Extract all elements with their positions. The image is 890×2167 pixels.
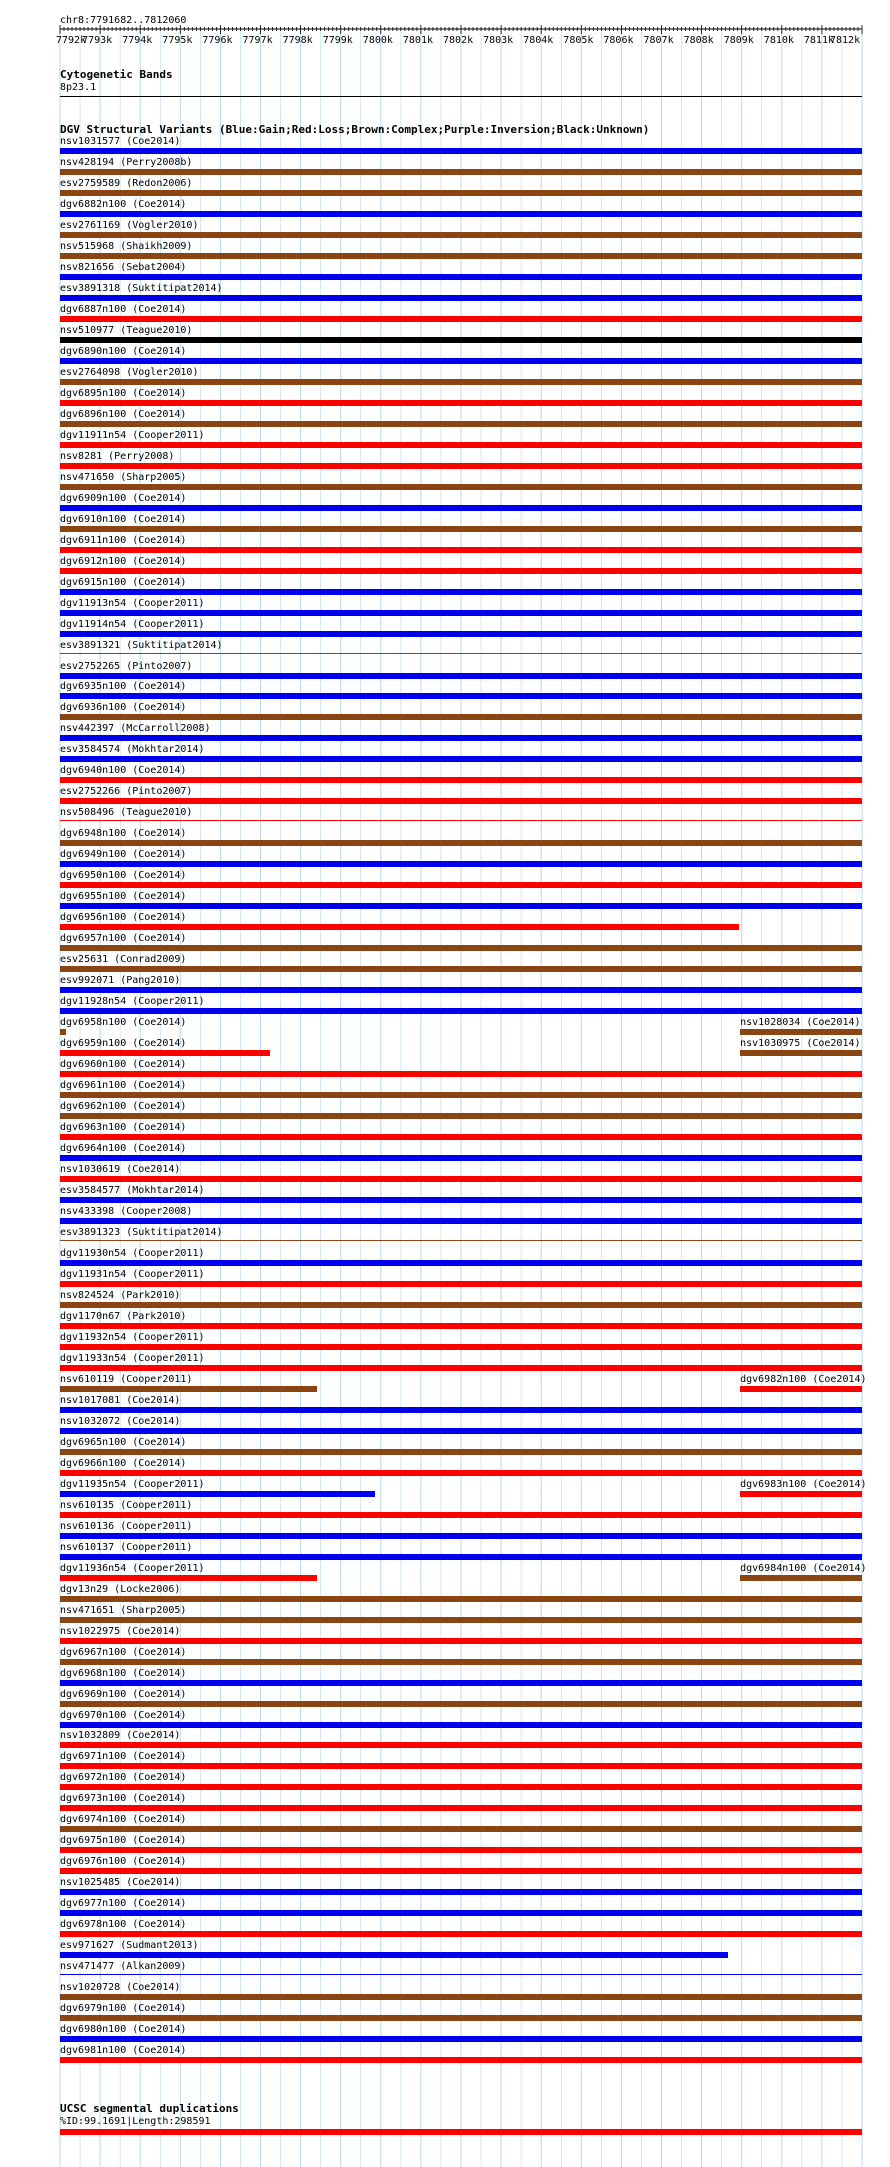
variant-bar[interactable] — [60, 148, 862, 154]
variant-label[interactable]: dgv6966n100 (Coe2014) — [60, 1457, 187, 1469]
variant-bar[interactable] — [60, 1994, 862, 2000]
variant-label[interactable]: nsv1028034 (Coe2014) — [740, 1017, 861, 1029]
ruler-tick-label: 7809k — [723, 35, 754, 46]
variant-bar[interactable] — [60, 1763, 862, 1769]
cytoband-track-title: Cytogenetic Bands — [60, 68, 173, 81]
variant-label[interactable]: dgv6973n100 (Coe2014) — [60, 1793, 187, 1805]
variant-bar[interactable] — [60, 1554, 862, 1560]
variant-bar[interactable] — [60, 1868, 862, 1874]
variant-bar[interactable] — [60, 1512, 862, 1518]
variant-label[interactable]: dgv6948n100 (Coe2014) — [60, 828, 187, 840]
variant-bar[interactable] — [60, 1910, 862, 1916]
variant-bar[interactable] — [60, 1155, 862, 1161]
variant-label[interactable]: dgv6981n100 (Coe2014) — [60, 2045, 187, 2057]
variant-bar[interactable] — [60, 1134, 862, 1140]
variant-bar[interactable] — [60, 400, 862, 406]
variant-bar[interactable] — [60, 484, 862, 490]
variant-label[interactable]: nsv8281 (Perry2008) — [60, 450, 175, 462]
variant-label[interactable]: dgv11935n54 (Cooper2011) — [60, 1478, 205, 1490]
variant-label[interactable]: nsv610137 (Cooper2011) — [60, 1541, 193, 1553]
variant-label[interactable]: nsv610119 (Cooper2011) — [60, 1373, 193, 1385]
variant-label[interactable]: dgv6958n100 (Coe2014) — [60, 1017, 187, 1029]
variant-bar[interactable] — [60, 1386, 317, 1392]
variant-bar[interactable] — [740, 1050, 862, 1056]
variant-label[interactable]: dgv6956n100 (Coe2014) — [60, 912, 187, 924]
variant-label[interactable]: dgv6910n100 (Coe2014) — [60, 513, 187, 525]
variant-bar[interactable] — [740, 1029, 862, 1035]
variant-label[interactable]: dgv6976n100 (Coe2014) — [60, 1856, 187, 1868]
variant-bar[interactable] — [60, 714, 862, 720]
variant-bar[interactable] — [60, 211, 862, 217]
variant-bar[interactable] — [60, 1050, 270, 1056]
variant-label[interactable]: nsv1032809 (Coe2014) — [60, 1730, 181, 1742]
variant-label[interactable]: dgv6935n100 (Coe2014) — [60, 681, 187, 693]
variant-bar[interactable] — [60, 1722, 862, 1728]
ruler-tick-label: 7800k — [362, 35, 393, 46]
variant-bar[interactable] — [60, 274, 862, 280]
ruler-tick-label: 7806k — [603, 35, 634, 46]
variant-label[interactable]: dgv6955n100 (Coe2014) — [60, 891, 187, 903]
variant-bar[interactable] — [60, 190, 862, 196]
variant-bar[interactable] — [60, 1260, 862, 1266]
variant-bar[interactable] — [60, 232, 862, 238]
variant-label[interactable]: esv3584577 (Mokhtar2014) — [60, 1185, 205, 1196]
variant-label[interactable]: esv992071 (Pang2010) — [60, 975, 181, 987]
variant-label[interactable]: dgv11933n54 (Cooper2011) — [60, 1352, 205, 1364]
ruler-tick-label: 7808k — [683, 35, 714, 46]
variant-bar[interactable] — [60, 1240, 862, 1241]
variant-label[interactable]: dgv11930n54 (Cooper2011) — [60, 1247, 205, 1259]
variant-bar[interactable] — [60, 673, 862, 679]
variant-label[interactable]: dgv11913n54 (Cooper2011) — [60, 597, 205, 609]
variant-label[interactable]: nsv442397 (McCarroll2008) — [60, 723, 211, 735]
variant-bar[interactable] — [60, 1826, 862, 1832]
variant-label[interactable]: esv2759589 (Redon2006) — [60, 177, 193, 189]
variant-label[interactable]: nsv610135 (Cooper2011) — [60, 1499, 193, 1511]
segdup-bar[interactable] — [60, 2129, 862, 2135]
variant-label[interactable]: dgv11936n54 (Cooper2011) — [60, 1562, 205, 1574]
variant-label[interactable]: dgv6975n100 (Coe2014) — [60, 1835, 187, 1847]
variant-label[interactable]: esv2752266 (Pinto2007) — [60, 786, 193, 798]
variant-label[interactable]: nsv471650 (Sharp2005) — [60, 471, 187, 483]
ruler-tick-label: 7799k — [322, 35, 353, 46]
variant-label[interactable]: dgv6974n100 (Coe2014) — [60, 1814, 187, 1826]
variant-label[interactable]: dgv11911n54 (Cooper2011) — [60, 429, 205, 441]
variant-bar[interactable] — [60, 631, 862, 637]
variant-label[interactable]: nsv821656 (Sebat2004) — [60, 261, 187, 273]
segdup-track-title: UCSC segmental duplications — [60, 2102, 239, 2115]
variant-bar[interactable] — [60, 903, 862, 909]
variant-bar[interactable] — [60, 2036, 862, 2042]
variant-label[interactable]: nsv1030975 (Coe2014) — [740, 1038, 861, 1050]
variant-bar[interactable] — [60, 1889, 862, 1895]
variant-label[interactable]: dgv6909n100 (Coe2014) — [60, 492, 187, 504]
variant-label[interactable]: dgv6978n100 (Coe2014) — [60, 1919, 187, 1931]
variant-label[interactable]: esv2764098 (Vogler2010) — [60, 366, 199, 378]
ruler-tick-label: 7796k — [202, 35, 233, 46]
variant-bar[interactable] — [740, 1575, 862, 1581]
variant-bar[interactable] — [60, 379, 862, 385]
variant-label[interactable]: dgv6915n100 (Coe2014) — [60, 576, 187, 588]
variant-label[interactable]: nsv824524 (Park2010) — [60, 1289, 181, 1301]
variant-bar[interactable] — [60, 756, 862, 762]
variant-label[interactable]: dgv6961n100 (Coe2014) — [60, 1080, 187, 1092]
variant-bar[interactable] — [60, 295, 862, 301]
variant-bar[interactable] — [60, 1952, 728, 1958]
variant-bar[interactable] — [60, 1533, 862, 1539]
variant-label[interactable]: esv3891323 (Suktitipat2014) — [60, 1226, 223, 1238]
variant-bar[interactable] — [60, 1407, 862, 1413]
variant-bar[interactable] — [60, 1638, 862, 1644]
variant-bar[interactable] — [60, 1491, 375, 1497]
variant-label[interactable]: dgv11914n54 (Cooper2011) — [60, 618, 205, 630]
variant-bar[interactable] — [60, 840, 862, 846]
variant-label[interactable]: dgv6969n100 (Coe2014) — [60, 1688, 187, 1700]
variant-bar[interactable] — [60, 2057, 862, 2063]
variant-bar[interactable] — [60, 820, 862, 821]
variant-bar[interactable] — [60, 1365, 862, 1371]
variant-label[interactable]: dgv6979n100 (Coe2014) — [60, 2003, 187, 2015]
variant-label[interactable]: dgv6971n100 (Coe2014) — [60, 1751, 187, 1763]
variant-bar[interactable] — [60, 987, 862, 993]
variant-bar[interactable] — [60, 1281, 862, 1287]
variant-bar[interactable] — [60, 547, 862, 553]
variant-label[interactable]: dgv6970n100 (Coe2014) — [60, 1709, 187, 1721]
variant-label[interactable]: dgv6960n100 (Coe2014) — [60, 1059, 187, 1071]
variant-label[interactable]: dgv6887n100 (Coe2014) — [60, 303, 187, 315]
variant-bar[interactable] — [60, 526, 862, 532]
variant-bar[interactable] — [60, 924, 739, 930]
variant-bar[interactable] — [60, 358, 862, 364]
variant-bar[interactable] — [60, 1742, 862, 1748]
variant-label[interactable]: esv3891318 (Suktitipat2014) — [60, 282, 223, 294]
variant-bar[interactable] — [60, 1176, 862, 1182]
variant-label[interactable]: dgv6984n100 (Coe2014) — [740, 1562, 867, 1574]
variant-label[interactable]: nsv610136 (Cooper2011) — [60, 1520, 193, 1532]
variant-label[interactable]: nsv1025485 (Coe2014) — [60, 1877, 181, 1889]
variant-label[interactable]: dgv11932n54 (Cooper2011) — [60, 1331, 205, 1343]
variant-label[interactable]: dgv13n29 (Locke2006) — [60, 1583, 181, 1595]
variant-bar[interactable] — [60, 1470, 862, 1476]
variant-bar[interactable] — [60, 1449, 862, 1455]
variant-label[interactable]: dgv6911n100 (Coe2014) — [60, 534, 187, 546]
variant-bar[interactable] — [60, 1218, 862, 1224]
ruler-tick-label: 7794k — [122, 35, 153, 46]
variant-bar[interactable] — [60, 1596, 862, 1602]
variant-bar[interactable] — [60, 1784, 862, 1790]
variant-label[interactable]: nsv471477 (Alkan2009) — [60, 1961, 187, 1973]
variant-label[interactable]: nsv1031577 (Coe2014) — [60, 136, 181, 147]
variant-label[interactable]: nsv1020728 (Coe2014) — [60, 1982, 181, 1994]
variant-bar[interactable] — [60, 1344, 862, 1350]
variant-label[interactable]: esv3584574 (Mokhtar2014) — [60, 744, 205, 756]
variant-label[interactable]: dgv6940n100 (Coe2014) — [60, 765, 187, 777]
variant-label[interactable]: nsv1022975 (Coe2014) — [60, 1625, 181, 1637]
ruler-tick-label: 7792k — [56, 35, 87, 46]
variant-bar[interactable] — [60, 1113, 862, 1119]
ruler-tick-label: 7812k — [830, 35, 861, 46]
variant-bar[interactable] — [60, 568, 862, 574]
variant-label[interactable]: nsv428194 (Perry2008b) — [60, 156, 193, 168]
variant-bar[interactable] — [60, 1029, 66, 1035]
variant-label[interactable]: esv2752265 (Pinto2007) — [60, 660, 193, 672]
position-label: chr8:7791682..7812060 — [60, 15, 187, 26]
variant-label[interactable]: dgv6936n100 (Coe2014) — [60, 702, 187, 714]
variant-bar[interactable] — [60, 253, 862, 259]
variant-label[interactable]: dgv1170n67 (Park2010) — [60, 1310, 187, 1322]
cytoband-label: 8p23.1 — [60, 82, 97, 93]
variant-bar[interactable] — [60, 2015, 862, 2021]
variant-bar[interactable] — [60, 463, 862, 469]
variant-label[interactable]: dgv11928n54 (Cooper2011) — [60, 996, 205, 1008]
variant-label[interactable]: dgv11931n54 (Cooper2011) — [60, 1268, 205, 1280]
ruler-tick-label: 7798k — [282, 35, 313, 46]
variant-label[interactable]: dgv6959n100 (Coe2014) — [60, 1038, 187, 1050]
variant-bar[interactable] — [60, 1008, 862, 1014]
variant-bar[interactable] — [60, 1302, 862, 1308]
ruler-tick-label: 7795k — [162, 35, 193, 46]
variant-label[interactable]: dgv6983n100 (Coe2014) — [740, 1478, 867, 1490]
variant-bar[interactable] — [60, 1974, 862, 1975]
variant-label[interactable]: dgv6912n100 (Coe2014) — [60, 555, 187, 567]
ruler-tick-label: 7804k — [523, 35, 554, 46]
variant-label[interactable]: dgv6957n100 (Coe2014) — [60, 933, 187, 945]
variant-label[interactable]: esv3891321 (Suktitipat2014) — [60, 639, 223, 651]
ruler-tick-label: 7805k — [563, 35, 594, 46]
variant-label[interactable]: dgv6949n100 (Coe2014) — [60, 849, 187, 861]
variant-bar[interactable] — [60, 1323, 862, 1329]
variant-label[interactable]: dgv6972n100 (Coe2014) — [60, 1772, 187, 1784]
variant-label[interactable]: nsv471651 (Sharp2005) — [60, 1604, 187, 1616]
variant-bar[interactable] — [60, 735, 862, 741]
variant-label[interactable]: dgv6967n100 (Coe2014) — [60, 1646, 187, 1658]
variant-label[interactable]: dgv6890n100 (Coe2014) — [60, 345, 187, 357]
variant-label[interactable]: nsv433398 (Cooper2008) — [60, 1205, 193, 1217]
variant-bar[interactable] — [60, 1428, 862, 1434]
ruler-tick-label: 7803k — [483, 35, 514, 46]
variant-label[interactable]: dgv6962n100 (Coe2014) — [60, 1101, 187, 1113]
variant-bar[interactable] — [60, 169, 862, 175]
variant-label[interactable]: dgv6977n100 (Coe2014) — [60, 1898, 187, 1910]
ruler-tick-label: 7793k — [82, 35, 113, 46]
variant-bar[interactable] — [60, 861, 862, 867]
variant-bar[interactable] — [60, 589, 862, 595]
variant-label[interactable]: dgv6896n100 (Coe2014) — [60, 408, 187, 420]
variant-bar[interactable] — [60, 693, 862, 699]
variant-bar[interactable] — [60, 1659, 862, 1665]
variant-bar[interactable] — [60, 337, 862, 343]
variant-label[interactable]: dgv6965n100 (Coe2014) — [60, 1436, 187, 1448]
variant-label[interactable]: dgv6982n100 (Coe2014) — [740, 1373, 867, 1385]
variant-label[interactable]: nsv1017081 (Coe2014) — [60, 1394, 181, 1406]
ruler-tick-label: 7801k — [402, 35, 433, 46]
variant-bar[interactable] — [60, 1575, 317, 1581]
variant-bar[interactable] — [740, 1386, 862, 1392]
variant-label[interactable]: dgv6895n100 (Coe2014) — [60, 387, 187, 399]
cytoband-separator — [60, 96, 862, 97]
variant-label[interactable]: dgv6968n100 (Coe2014) — [60, 1667, 187, 1679]
variant-bar[interactable] — [740, 1491, 862, 1497]
variant-bar[interactable] — [60, 1092, 862, 1098]
variant-bar[interactable] — [60, 798, 862, 804]
variant-bar[interactable] — [60, 1931, 862, 1937]
variant-bar[interactable] — [60, 653, 862, 654]
dgv-track-title: DGV Structural Variants (Blue:Gain;Red:Loss;Brown:Complex;Purple:Inversion;Black:Unknown) — [60, 123, 650, 136]
variant-label[interactable]: nsv1030619 (Coe2014) — [60, 1164, 181, 1176]
ruler-tick-label: 7811k — [803, 35, 834, 46]
variant-label[interactable]: nsv510977 (Teague2010) — [60, 324, 193, 336]
variant-label[interactable]: nsv515968 (Shaikh2009) — [60, 240, 193, 252]
variant-bar[interactable] — [60, 882, 862, 888]
variant-bar[interactable] — [60, 1847, 862, 1853]
variant-bar[interactable] — [60, 316, 862, 322]
variant-bar[interactable] — [60, 777, 862, 783]
ruler-tick-label: 7797k — [242, 35, 273, 46]
variant-bar[interactable] — [60, 1617, 862, 1623]
variant-bar[interactable] — [60, 505, 862, 511]
variant-bar[interactable] — [60, 1805, 862, 1811]
variant-label[interactable]: dgv6963n100 (Coe2014) — [60, 1122, 187, 1134]
variant-label[interactable]: dgv6882n100 (Coe2014) — [60, 198, 187, 210]
variant-label[interactable]: esv971627 (Sudmant2013) — [60, 1940, 199, 1952]
variant-bar[interactable] — [60, 1197, 862, 1203]
variant-bar[interactable] — [60, 1701, 862, 1707]
variant-label[interactable]: nsv1032072 (Coe2014) — [60, 1415, 181, 1427]
variant-label[interactable]: dgv6980n100 (Coe2014) — [60, 2024, 187, 2036]
segdup-label: %ID:99.1691|Length:298591 — [60, 2116, 211, 2127]
variant-bar[interactable] — [60, 1071, 862, 1077]
variant-bar[interactable] — [60, 610, 862, 616]
variant-label[interactable]: dgv6964n100 (Coe2014) — [60, 1143, 187, 1155]
ruler-tick-label: 7802k — [443, 35, 474, 46]
variant-label[interactable]: dgv6950n100 (Coe2014) — [60, 870, 187, 882]
variant-label[interactable]: nsv508496 (Teague2010) — [60, 807, 193, 819]
variant-bar[interactable] — [60, 966, 862, 972]
variant-label[interactable]: esv25631 (Conrad2009) — [60, 954, 187, 966]
variant-bar[interactable] — [60, 945, 862, 951]
variant-bar[interactable] — [60, 442, 862, 448]
ruler-tick-label: 7807k — [643, 35, 674, 46]
variant-bar[interactable] — [60, 421, 862, 427]
variant-label[interactable]: esv2761169 (Vogler2010) — [60, 219, 199, 231]
ruler-tick-label: 7810k — [763, 35, 794, 46]
variant-bar[interactable] — [60, 1680, 862, 1686]
